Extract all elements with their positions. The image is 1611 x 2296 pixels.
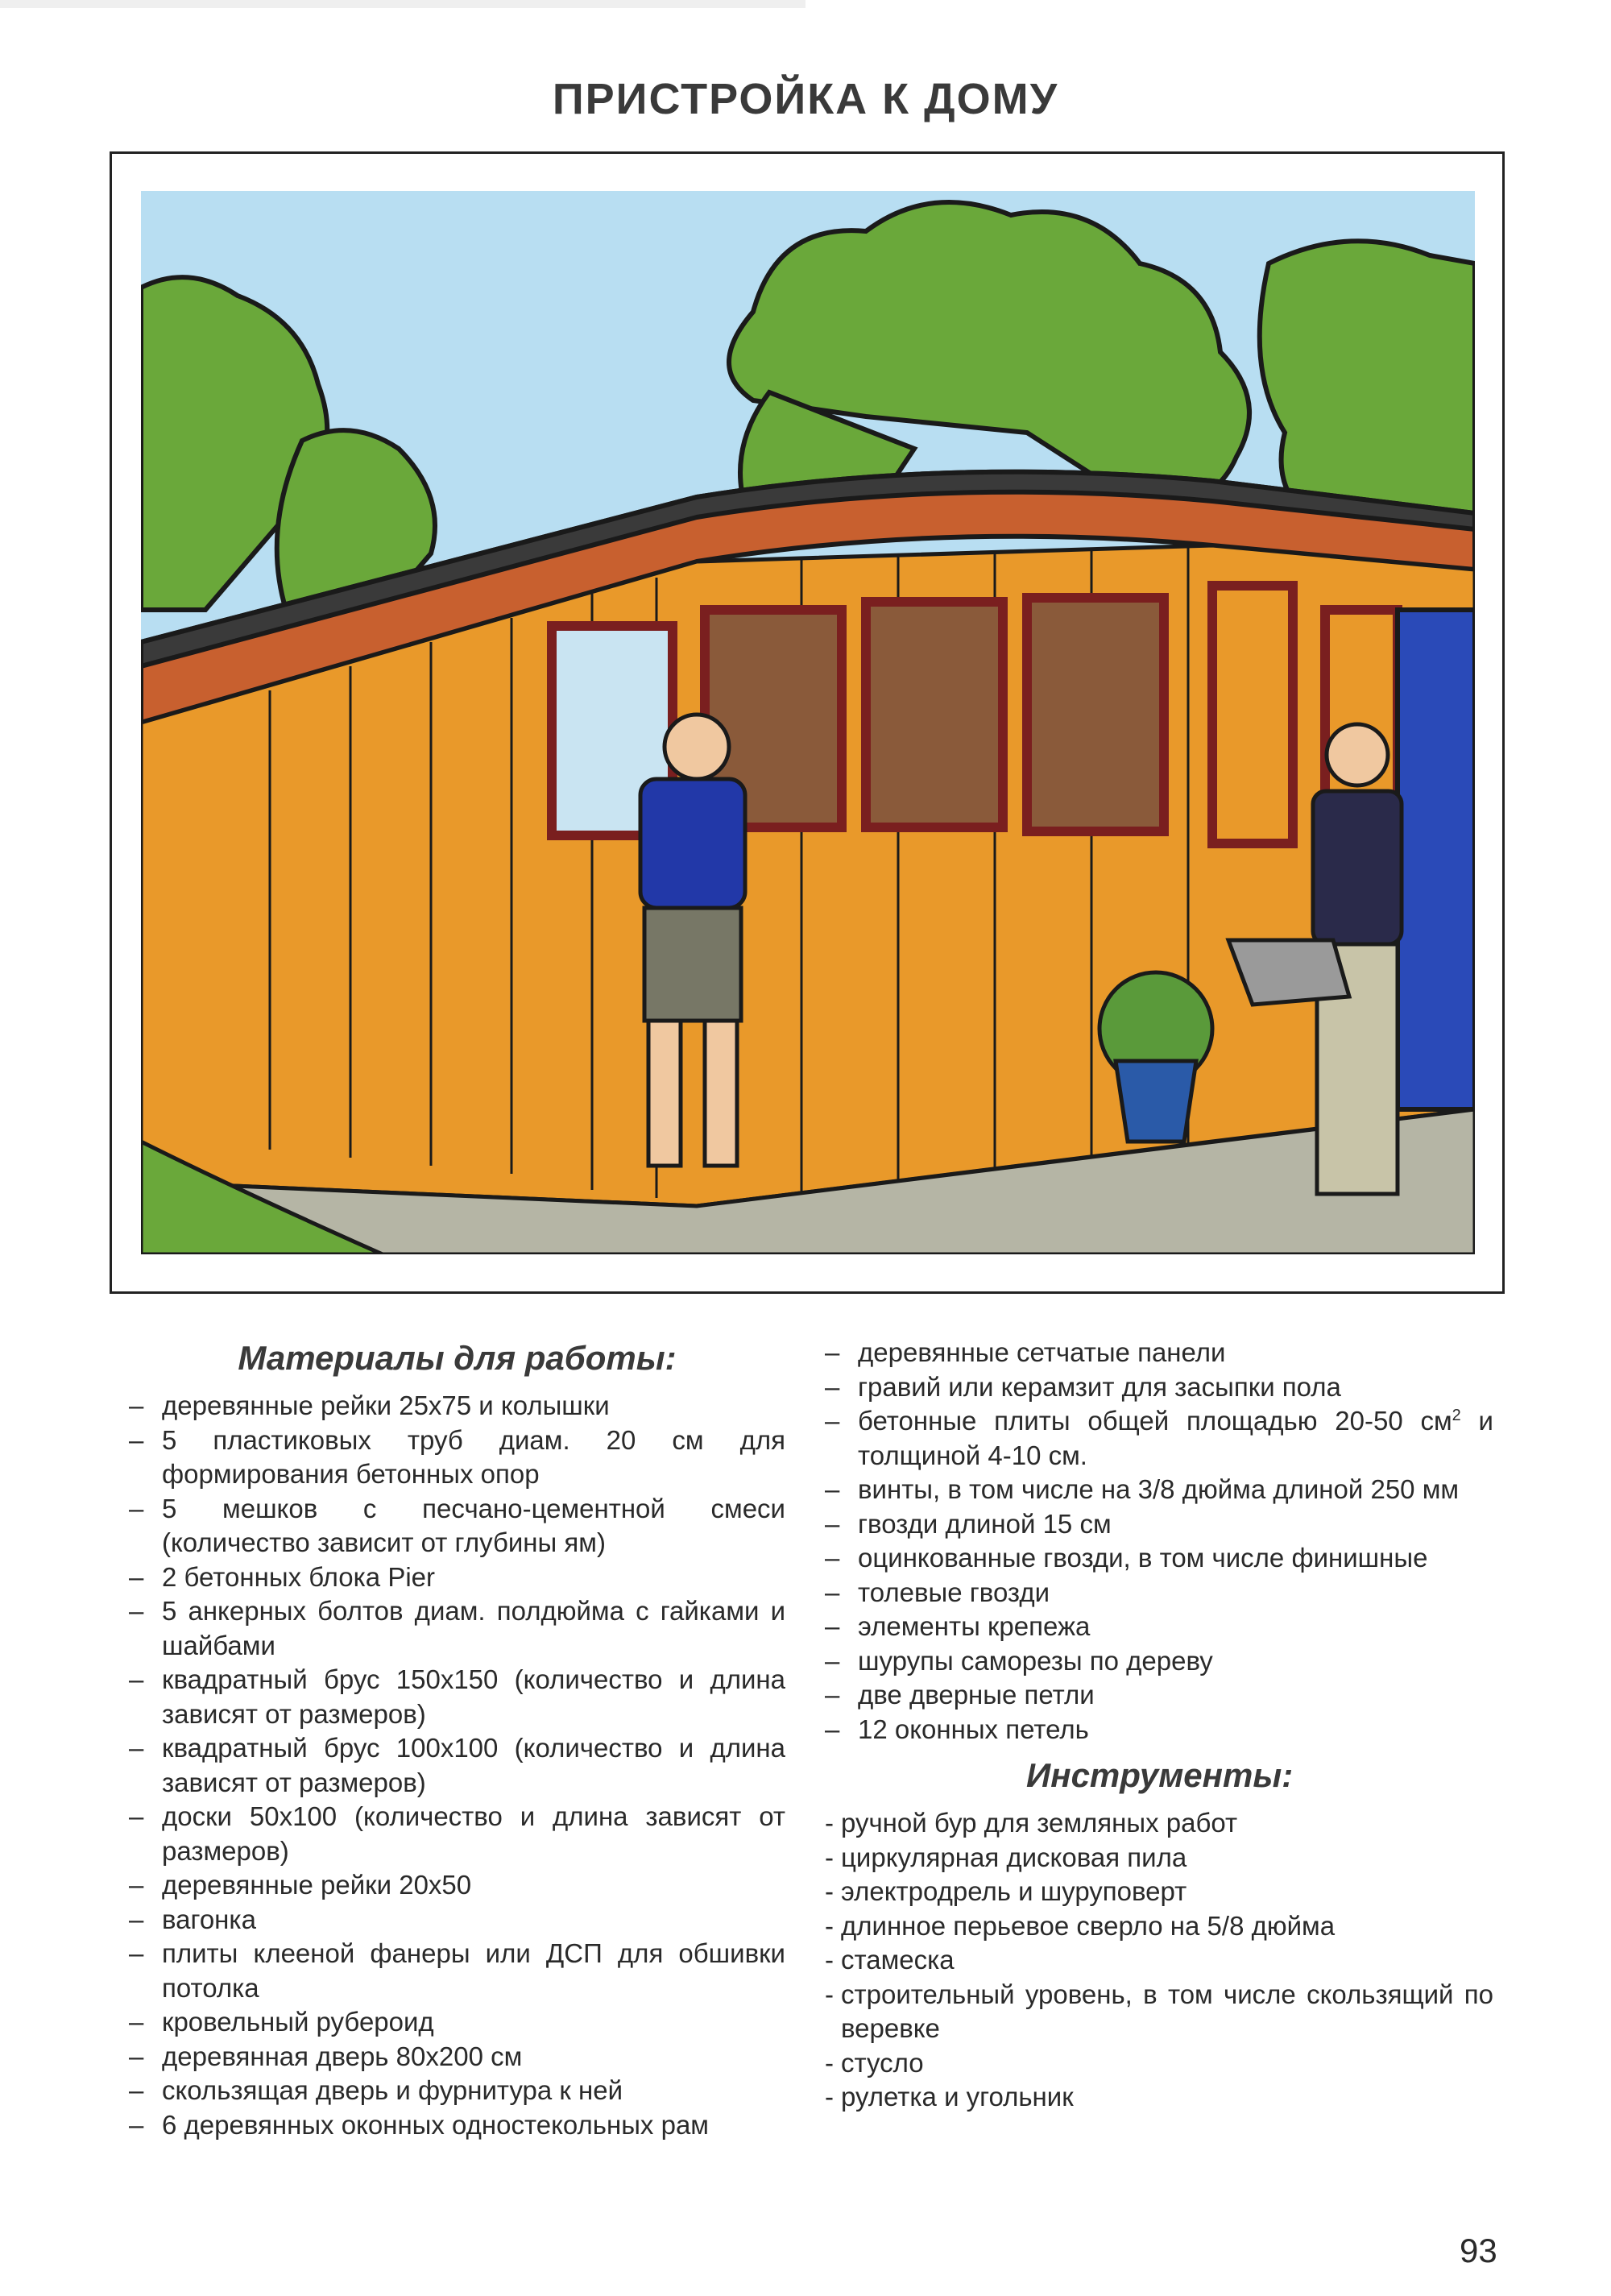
list-item: - ручной бур для земляных работ	[825, 1806, 1493, 1841]
list-item: – гвозди длиной 15 см	[825, 1507, 1493, 1542]
list-item: – элементы крепежа	[825, 1610, 1493, 1644]
list-item: - рулетка и угольник	[825, 2080, 1493, 2115]
list-item: – 5 мешков с песчано-цементной смеси (количество зависит от глубины ям)	[129, 1492, 785, 1560]
list-item: – деревянные рейки 25х75 и колышки	[129, 1389, 785, 1424]
materials-column-left	[129, 1336, 785, 2142]
list-item: – скользящая дверь и фурнитура к ней	[129, 2074, 785, 2108]
house-extension-illustration	[141, 191, 1475, 1254]
list-item: – квадратный брус 150x150 (количество и длина зависят от размеров)	[129, 1663, 785, 1731]
list-item: – плиты клееной фанеры или ДСП для обшивки потолка	[129, 1937, 785, 2005]
tools-list	[825, 1806, 1493, 2115]
slab-text: бетонные плиты общей площадью 20-50 см	[858, 1406, 1452, 1436]
top-rule	[0, 0, 806, 8]
list-item: - стусло	[825, 2046, 1493, 2081]
list-item: – деревянная дверь 80x200 см	[129, 2040, 785, 2074]
list-item: – 6 деревянных оконных одностекольных рам	[129, 2108, 785, 2143]
list-item: – деревянные рейки 20х50	[129, 1868, 785, 1903]
materials-list-right	[825, 1336, 1493, 1747]
list-item: – кровельный рубероид	[129, 2005, 785, 2040]
tools-heading: Инструменты:	[1026, 1756, 1294, 1794]
list-item: – квадратный брус 100x100 (количество и длина зависят от размеров)	[129, 1731, 785, 1800]
page-number: 93	[1460, 2232, 1497, 2269]
list-item: - строительный уровень, в том числе скользящий по веревке	[825, 1978, 1493, 2046]
list-item: - циркулярная дисковая пила	[825, 1841, 1493, 1875]
list-item: – две дверные петли	[825, 1678, 1493, 1713]
materials-column-right	[825, 1336, 1493, 2115]
list-item: – шурупы саморезы по дереву	[825, 1644, 1493, 1679]
list-item: – вагонка	[129, 1903, 785, 1938]
list-item: - стамеска	[825, 1943, 1493, 1978]
list-item: – деревянные сетчатые панели	[825, 1336, 1493, 1370]
list-item: - длинное перьевое сверло на 5/8 дюйма	[825, 1909, 1493, 1944]
list-item: – 5 анкерных болтов диам. полдюйма с гайками и шайбами	[129, 1594, 785, 1663]
list-item: – 12 оконных петель	[825, 1713, 1493, 1747]
page-title: ПРИСТРОЙКА К ДОМУ	[552, 75, 1059, 123]
blue-door	[1398, 610, 1475, 1109]
list-item: – 5 пластиковых труб диам. 20 см для формирования бетонных опор	[129, 1424, 785, 1492]
list-item: – винты, в том числе на 3/8 дюйма длиной 250 мм	[825, 1473, 1493, 1507]
list-item-slabs	[825, 1404, 1493, 1473]
list-item: – оцинкованные гвозди, в том числе финишные	[825, 1541, 1493, 1576]
list-item: – доски 50x100 (количество и длина зависят от размеров)	[129, 1800, 785, 1868]
materials-heading: Материалы для работы:	[238, 1339, 677, 1377]
list-item: – 2 бетонных блока Pier	[129, 1560, 785, 1595]
list-item: - электродрель и шуруповерт	[825, 1875, 1493, 1909]
list-item: – гравий или керамзит для засыпки пола	[825, 1370, 1493, 1405]
list-item: – толевые гвозди	[825, 1576, 1493, 1610]
materials-list-left	[129, 1389, 785, 2142]
illustration-frame	[110, 151, 1505, 1294]
slab-superscript: 2	[1452, 1407, 1461, 1424]
slab-continuation: и толщиной 4-10 см.	[858, 1406, 1493, 1470]
